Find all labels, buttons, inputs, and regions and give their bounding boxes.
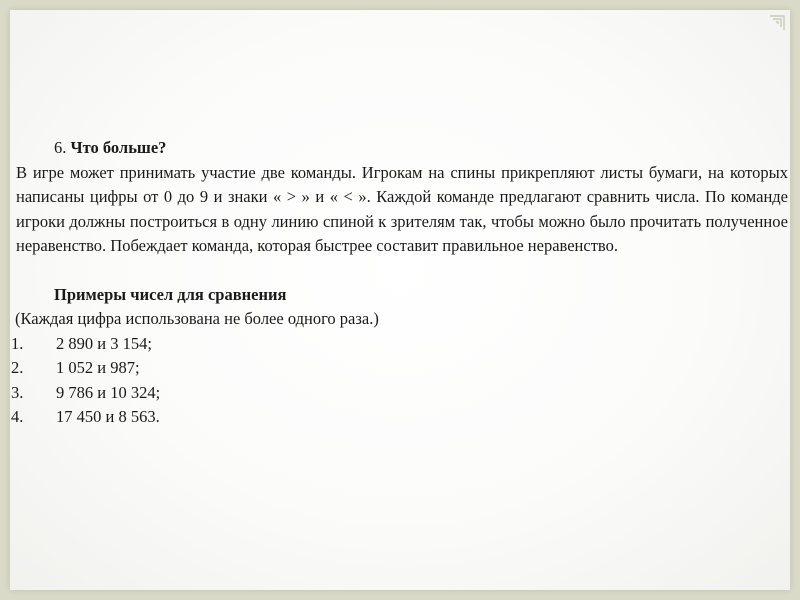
list-item <box>11 332 788 357</box>
task-heading <box>15 136 788 161</box>
examples-note: (Каждая цифра использована не более одного раза.) <box>15 309 379 328</box>
task-number: 6. <box>54 138 67 157</box>
list-item <box>11 356 788 381</box>
examples-list <box>11 332 788 430</box>
list-item-text: 2 890 и 3 154; <box>56 333 152 353</box>
spacer <box>15 259 788 283</box>
list-item-text: 9 786 и 10 324; <box>56 382 161 402</box>
slide-content <box>11 136 788 430</box>
list-item-number: 2. <box>11 358 24 377</box>
list-item-text: 17 450 и 8 563. <box>56 407 160 426</box>
examples-title: Примеры чисел для сравнения <box>54 284 287 304</box>
list-item-text: 1 052 и 987; <box>56 358 140 377</box>
slide <box>10 10 790 590</box>
task-description: В игре может принимать участие две команды. Игрокам на спины прикрепляют листы бумаги, на которых написаны цифры от 0 до 9 и знаки « > » и « < ». Каждой команде предлагают сравнить числа. По команде игроки должны построиться в одну линию спиной к зрителям так, чтобы можно было прочитать полученное неравенство. Побеждает команда, которая быстрее составит правильное неравенство. <box>16 162 788 255</box>
list-item-number: 3. <box>11 382 24 402</box>
list-item <box>11 405 788 430</box>
corner-ornament-icon <box>766 12 788 34</box>
list-item-number: 4. <box>11 407 24 426</box>
list-item <box>11 381 788 406</box>
list-item-number: 1. <box>11 333 24 353</box>
task-title: Что больше? <box>70 138 167 157</box>
